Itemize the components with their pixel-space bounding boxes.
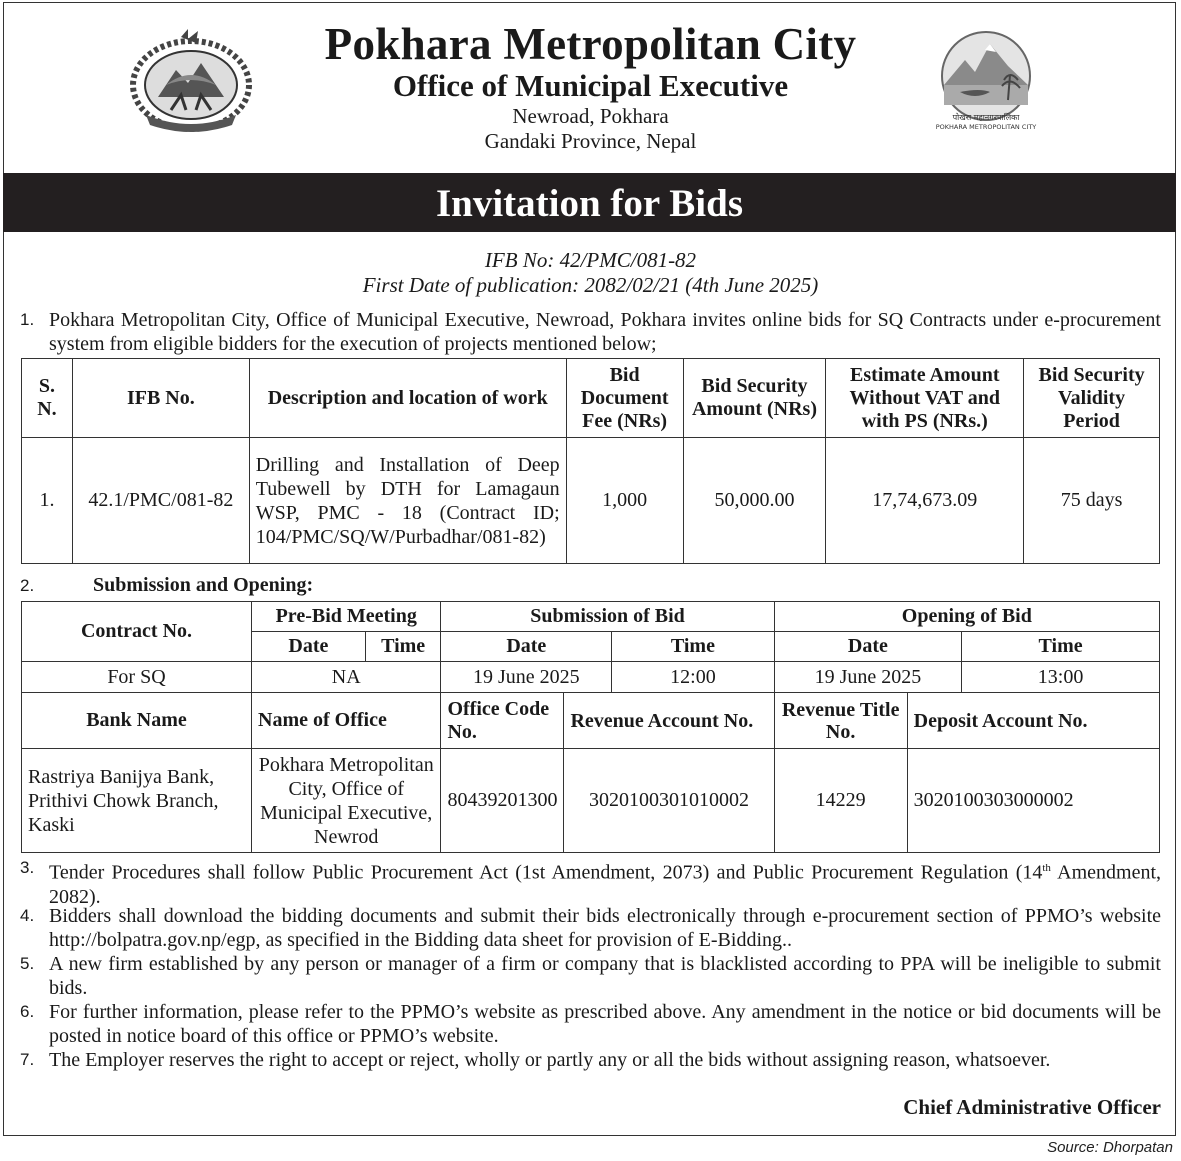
paragraph-number: 5. xyxy=(20,954,35,973)
cell-estimate: 17,74,673.09 xyxy=(826,438,1024,564)
paragraph-number: 7. xyxy=(20,1050,35,1069)
cell-sub-date: 19 June 2025 xyxy=(441,662,612,693)
table-header-row xyxy=(22,359,1160,438)
header-estimate: Estimate Amount Without VAT and with PS (NRs.) xyxy=(826,359,1024,438)
office-title: Office of Municipal Executive xyxy=(392,68,789,103)
paragraph-text-a: Tender Procedures shall follow Public Procurement Act (1st Amendment, 2073) and Public Procurement Regulation (14 xyxy=(49,861,1043,884)
cell-open-time: 13:00 xyxy=(962,662,1160,693)
section-number: 2. xyxy=(20,576,35,595)
header-office-name: Name of Office xyxy=(252,693,441,749)
works-table xyxy=(21,358,1160,564)
signature-title: Chief Administrative Officer xyxy=(903,1095,1161,1119)
paragraph-5 xyxy=(20,952,1161,1000)
cell-fee: 1,000 xyxy=(566,438,683,564)
header-fee: Bid Document Fee (NRs) xyxy=(566,359,683,438)
header-validity: Bid Security Validity Period xyxy=(1024,359,1160,438)
paragraph-number: 3. xyxy=(20,858,35,877)
header-prebid: Pre-Bid Meeting xyxy=(252,602,441,632)
table-row xyxy=(22,438,1160,564)
header-revenue-account: Revenue Account No. xyxy=(564,693,774,749)
bank-row xyxy=(22,749,1160,853)
header-office-code: Office Code No. xyxy=(441,693,564,749)
superscript-th: th xyxy=(1042,862,1051,874)
cell-open-date: 19 June 2025 xyxy=(774,662,962,693)
header-opening: Opening of Bid xyxy=(774,602,1159,632)
section-2-heading xyxy=(20,574,314,597)
cell-office-code: 80439201300 xyxy=(441,749,564,853)
ifb-number: IFB No: 42/PMC/081-82 xyxy=(484,248,697,272)
header-prebid-time: Time xyxy=(365,632,441,662)
cell-sn: 1. xyxy=(22,438,73,564)
header-submission: Submission of Bid xyxy=(441,602,774,632)
cell-validity: 75 days xyxy=(1024,438,1160,564)
paragraph-3 xyxy=(20,856,1161,909)
ifb-info xyxy=(0,248,1181,298)
paragraph-text xyxy=(49,856,1161,909)
source-credit: Source: Dhorpatan xyxy=(1047,1139,1173,1156)
address-line-1: Newroad, Pokhara xyxy=(512,104,669,128)
header-revenue-title: Revenue Title No. xyxy=(774,693,907,749)
paragraph-text: The Employer reserves the right to accept or reject, wholly or partly any or all the bids without assigning reason, whatsoever. xyxy=(49,1049,1051,1071)
cell-security: 50,000.00 xyxy=(683,438,826,564)
header-bank-name: Bank Name xyxy=(22,693,252,749)
invitation-banner: Invitation for Bids xyxy=(3,173,1176,232)
header-sn: S. N. xyxy=(22,359,73,438)
address-line-2: Gandaki Province, Nepal xyxy=(484,129,697,153)
letterhead xyxy=(0,18,1181,154)
cell-revenue-account: 3020100301010002 xyxy=(564,749,774,853)
header-prebid-date: Date xyxy=(252,632,366,662)
city-logo-caption-en: POKHARA METROPOLITAN CITY xyxy=(935,123,1037,131)
cell-description: Drilling and Installation of Deep Tubewell by DTH for Lamagaun WSP, PMC - 18 (Contract ID; 104/PMC/SQ/W/Purbadhar/081-82) xyxy=(249,438,566,564)
header-ifb: IFB No. xyxy=(72,359,249,438)
header-open-time: Time xyxy=(962,632,1160,662)
cell-contract: For SQ xyxy=(22,662,252,693)
paragraph-text: Bidders shall download the bidding documents and submit their bids electronically through e-procurement section of PPMO’s website http://bolpatra.gov.np/egp, as specified in the Bidding data sheet for provision of E-Bidding.. xyxy=(49,905,1161,951)
table-row xyxy=(22,662,1160,693)
cell-prebid: NA xyxy=(252,662,441,693)
paragraph-4 xyxy=(20,904,1161,952)
cell-bank-name: Rastriya Banijya Bank, Prithivi Chowk Branch, Kaski xyxy=(22,749,252,853)
paragraph-6 xyxy=(20,1000,1161,1048)
paragraph-1 xyxy=(20,308,1161,356)
paragraph-number: 1. xyxy=(20,310,35,329)
paragraph-text: For further information, please refer to the PPMO’s website as prescribed above. Any amendment in the notice or bid documents will be posted in notice board of this office or PPMO’s website. xyxy=(49,1001,1161,1047)
header-description: Description and location of work xyxy=(249,359,566,438)
header-open-date: Date xyxy=(774,632,962,662)
bank-header-row xyxy=(22,693,1160,749)
publication-date: First Date of publication: 2082/02/21 (4th June 2025) xyxy=(362,273,819,297)
city-title: Pokhara Metropolitan City xyxy=(324,19,857,69)
table-header-row xyxy=(22,602,1160,632)
cell-revenue-title: 14229 xyxy=(774,749,907,853)
cell-deposit-account: 3020100303000002 xyxy=(907,749,1159,853)
paragraph-text-b: Amendment, 2082). xyxy=(49,861,1162,908)
submission-table xyxy=(21,601,1160,853)
header-contract: Contract No. xyxy=(22,602,252,662)
section-title: Submission and Opening: xyxy=(93,574,314,596)
paragraph-number: 6. xyxy=(20,1002,35,1021)
cell-sub-time: 12:00 xyxy=(612,662,774,693)
city-logo-caption-np: पोखरा महानगरपालिका xyxy=(952,113,1020,122)
header-sub-time: Time xyxy=(612,632,774,662)
header-sub-date: Date xyxy=(441,632,612,662)
header-security: Bid Security Amount (NRs) xyxy=(683,359,826,438)
cell-ifb: 42.1/PMC/081-82 xyxy=(72,438,249,564)
paragraph-number: 4. xyxy=(20,906,35,925)
paragraph-7 xyxy=(20,1048,1161,1072)
cell-office-name: Pokhara Metropolitan City, Office of Municipal Executive, Newrod xyxy=(252,749,441,853)
paragraph-text: A new firm established by any person or manager of a firm or company that is blacklisted according to PPA will be ineligible to submit bids. xyxy=(49,953,1161,999)
header-deposit-account: Deposit Account No. xyxy=(907,693,1159,749)
paragraph-text: Pokhara Metropolitan City, Office of Municipal Executive, Newroad, Pokhara invites online bids for SQ Contracts under e-procurement system from eligible bidders for the execution of projects mentioned below; xyxy=(49,309,1161,355)
